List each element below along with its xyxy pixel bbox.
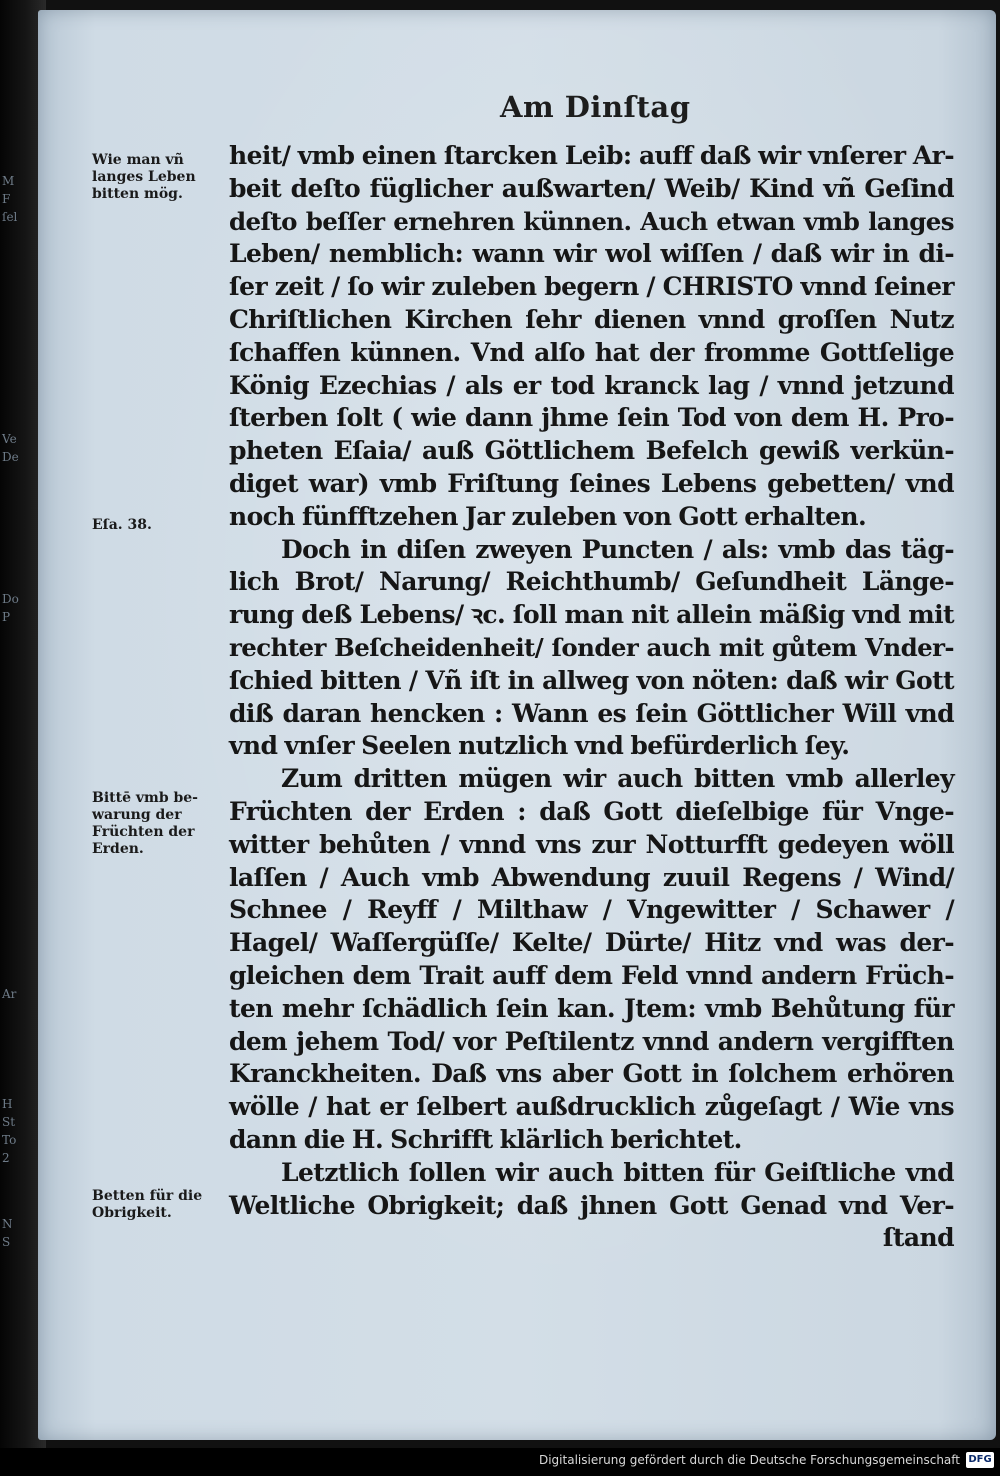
fragment-text: Do P: [2, 592, 19, 624]
margin-note: Wie man vñ langes Leben bitten mög.: [92, 152, 196, 202]
fragment-text: M F ſel: [2, 174, 18, 224]
fragment-text: Ve De: [2, 432, 19, 464]
text-line: deſto beſſer ernehren künnen. Auch etwan vmb langes: [229, 206, 954, 236]
fragment-text: Ar: [2, 987, 17, 1001]
text-line: Letztlich ſollen wir auch bitten für Geiſtliche vnd: [281, 1157, 954, 1187]
text-line: ſchied bitten / Vñ iſt in allweg von nöten: daß wir Gott: [229, 665, 954, 695]
text-line: Chriſtlichen Kirchen ſehr dienen vnnd groſſen Nutz: [229, 304, 954, 334]
text-line: dann die H. Schrifft klärlich berichtet.: [229, 1124, 742, 1154]
body-text: [229, 140, 954, 1255]
text-line: rechter Beſcheidenheit/ ſonder auch mit gůtem Vnder-: [229, 632, 954, 662]
funding-credit: Digitalisierung gefördert durch die Deutsche Forschungsgemeinschaft: [538, 1453, 960, 1467]
text-line: Leben/ nemblich: wann wir wol wiſſen / daß wir in di-: [229, 239, 954, 269]
text-line: heit/ vmb einen ſtarcken Leib: auff daß wir vnſerer Ar-: [229, 141, 954, 170]
text-line: ſchaffen künnen. Vnd alſo hat der fromme Gottſelige: [229, 337, 954, 367]
text-line: lich Brot/ Narung/ Reichthumb/ Geſundheit Länge-: [229, 567, 954, 597]
text-line: diget war) vmb Friſtung ſeines Lebens gebetten/ vnd: [229, 468, 954, 498]
running-head: Am Dinſtag: [500, 90, 691, 124]
text-line: diß daran hencken : Wann es ſein Göttlicher Will vnd: [229, 698, 954, 728]
text-line: wölle / hat er ſelbert außdrucklich zůgeſagt / Wie vns: [229, 1092, 954, 1122]
text-line: laſſen / Auch vmb Abwendung zuuil Regens / Wind/: [229, 862, 954, 892]
text-line: Früchten der Erden : daß Gott dieſelbige für Vnge-: [229, 796, 954, 826]
text-line: beit deſto füglicher außwarten/ Weib/ Kind vñ Geſind: [229, 173, 954, 203]
text-line: dem jehem Tod/ vor Peſtilentz vnnd andern vergifften: [229, 1026, 954, 1056]
text-line: Weltliche Obrigkeit; daß jhnen Gott Genad vnd Ver-: [229, 1190, 954, 1220]
text-line: pheten Eſaia/ auß Göttlichem Befelch gewiß verkün-: [229, 436, 954, 466]
catchword: ſtand: [882, 1223, 954, 1253]
text-line: witter behůten / vnnd vns zur Notturfft gedeyen wöll: [229, 829, 954, 859]
fragment-text: H St To 2: [2, 1097, 17, 1165]
text-line: König Ezechias / als er tod kranck lag / vnnd jetzund: [229, 370, 954, 400]
text-line: noch fünfftzehen Jar zuleben von Gott erhalten.: [229, 501, 867, 531]
text-line: vnd vnſer Seelen nutzlich vnd befürderlich ſey.: [229, 731, 850, 761]
text-line: ſterben ſolt ( wie dann jhme ſein Tod von dem H. Pro-: [229, 403, 954, 433]
text-line: Zum dritten mügen wir auch bitten vmb allerley: [281, 764, 954, 794]
text-line: Hagel/ Waſſergüſſe/ Kelte/ Dürte/ Hitz vnd was der-: [229, 928, 954, 958]
margin-note: Bittē vmb be- warung der Früchten der Erden.: [92, 790, 198, 857]
text-line: ſer zeit / ſo wir zuleben begern / CHRISTO vnnd ſeiner: [229, 272, 954, 302]
text-line: Kranckheiten. Daß vns aber Gott in ſolchem erhören: [229, 1059, 954, 1089]
dfg-logo-icon: DFG: [966, 1452, 994, 1468]
text-line: Doch in diſen zweyen Puncten / als: vmb das täg-: [281, 534, 954, 564]
text-line: rung deß Lebens/ ꝛc. ſoll man nit allein mäßig vnd mit: [229, 600, 954, 630]
text-line: Schnee / Reyff / Milthaw / Vngewitter / Schawer /: [229, 895, 954, 925]
margin-note: Betten für die Obrigkeit.: [92, 1188, 203, 1221]
text-line: gleichen dem Trait auff dem Feld vnnd andern Früch-: [229, 960, 954, 990]
fragment-text: N S: [2, 1217, 13, 1249]
text-line: ten mehr ſchädlich ſein kan. Jtem: vmb Behůtung für: [229, 993, 954, 1023]
margin-note: Eſa. 38.: [92, 517, 152, 533]
